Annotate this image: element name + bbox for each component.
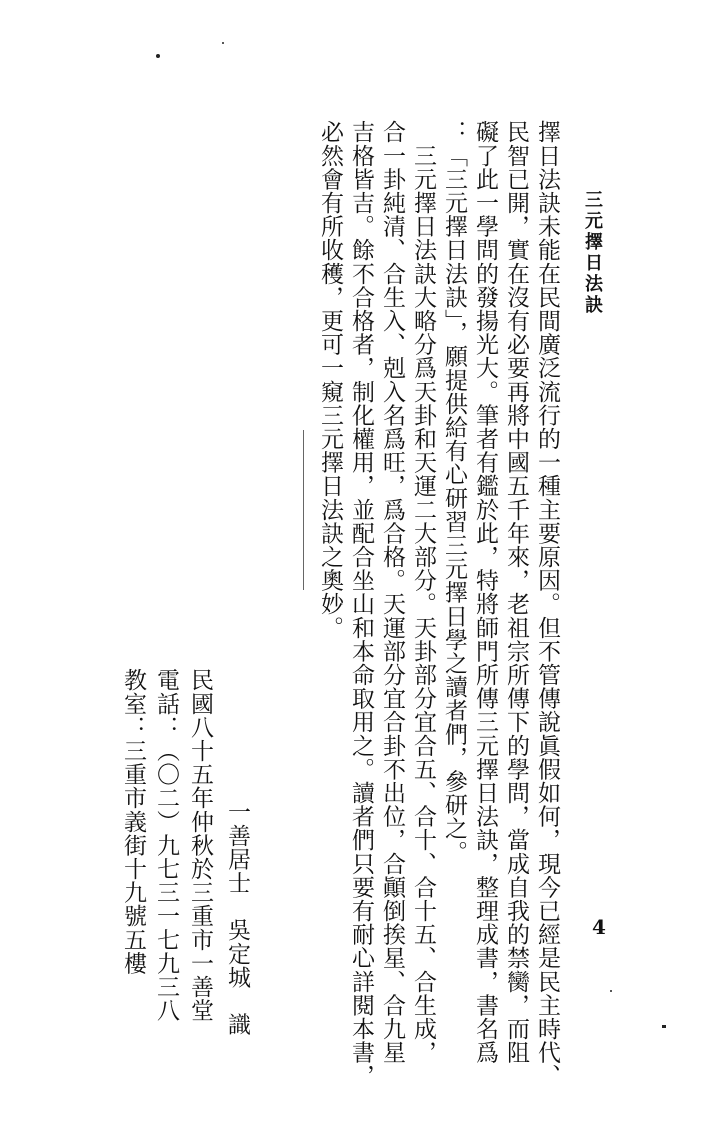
body-column-5: 三元擇日法訣大略分爲天卦和天運二大部分。天卦部分宜合五、合十、合十五、合生成， — [410, 120, 436, 1064]
scan-speck — [610, 990, 612, 992]
signature-date: 民國八十五年仲秋於三重市一善堂 — [187, 668, 213, 1022]
page-number: 4 — [592, 915, 606, 939]
scan-speck — [662, 1025, 666, 1028]
signature-classroom: 教室：三重市義街十九號五樓 — [120, 668, 146, 975]
body-column-2: 民智已開，實在沒有必要再將中國五千年來，老祖宗所傳下的學問，當成自我的禁臠，而阻 — [503, 120, 529, 1064]
body-column-3: 礙了此一學問的發揚光大。筆者有鑑於此，特將師門所傳三元擇日法訣，整理成書，書名爲 — [472, 120, 498, 1064]
scan-line — [303, 430, 304, 590]
body-column-6: 合一卦純清、合生入、剋入名爲旺，爲合格。天運部分宜合卦不出位，合顚倒挨星、合九星 — [379, 120, 405, 1064]
body-column-4: ：「三元擇日法訣」，願提供給有心研習三元擇日學之讀者們，參研之。 — [441, 120, 467, 864]
scan-speck — [222, 42, 224, 44]
signature-author: 一善居士 吳定城 識 — [224, 800, 250, 1036]
body-column-1: 擇日法訣未能在民間廣泛流行的一種主要原因。但不管傳說眞假如何，現今已經是民主時代、 — [534, 120, 560, 1088]
scan-speck — [156, 54, 160, 58]
signature-phone: 電話：（〇二）九七三一七九三八 — [153, 668, 179, 1022]
running-title: 三元擇日法訣 — [582, 190, 603, 316]
body-column-8: 必然會有所收穫，更可一窺三元擇日法訣之奧妙。 — [317, 120, 343, 640]
body-column-7: 吉格皆吉。餘不合格者，制化權用，並配合坐山和本命取用之。讀者們只要有耐心詳閱本書， — [348, 120, 374, 1088]
